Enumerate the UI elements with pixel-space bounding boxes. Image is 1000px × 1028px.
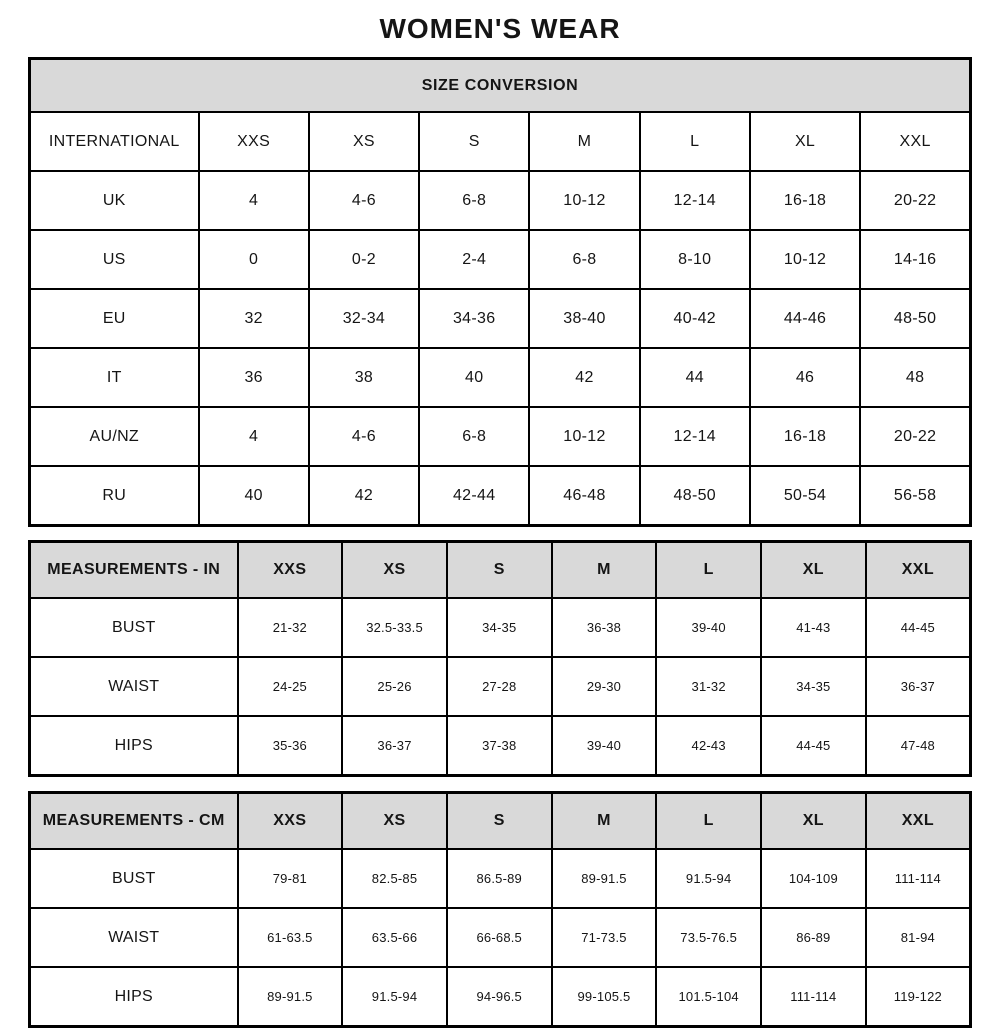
row-label-waist: WAIST [30,908,238,967]
measurement-cell: 111-114 [866,849,971,908]
size-cell: 44-46 [750,289,860,348]
size-cell: 2-4 [419,230,529,289]
measurement-cell: 34-35 [447,598,552,657]
measurement-cell: 39-40 [656,598,761,657]
table-row-bust-in [30,598,971,657]
size-cell: 20-22 [860,407,970,466]
measurement-cell: 86-89 [761,908,866,967]
measurement-cell: 111-114 [761,967,866,1027]
col-header-xl: XL [761,793,866,850]
size-cell: 38 [309,348,419,407]
measurements-cm-title: MEASUREMENTS - CM [30,793,238,850]
measurement-cell: 24-25 [238,657,343,716]
col-header-xxs: XXS [199,112,309,171]
measurement-cell: 71-73.5 [552,908,657,967]
size-cell: 4 [199,407,309,466]
measurement-cell: 94-96.5 [447,967,552,1027]
size-cell: 42 [309,466,419,526]
col-header-l: L [656,542,761,599]
measurement-cell: 34-35 [761,657,866,716]
col-header-l: L [656,793,761,850]
col-header-s: S [447,793,552,850]
size-cell: 12-14 [640,171,750,230]
table-row-ru [30,466,971,526]
size-cell: 48-50 [640,466,750,526]
table-row-uk [30,171,971,230]
table-row-aunz [30,407,971,466]
size-cell: 46-48 [529,466,639,526]
size-cell: 10-12 [529,407,639,466]
col-header-s: S [447,542,552,599]
row-label-it: IT [30,348,199,407]
size-cell: 0-2 [309,230,419,289]
measurement-cell: 27-28 [447,657,552,716]
measurement-cell: 41-43 [761,598,866,657]
measurement-cell: 81-94 [866,908,971,967]
col-header-xl: XL [761,542,866,599]
row-label-aunz: AU/NZ [30,407,199,466]
measurement-cell: 31-32 [656,657,761,716]
col-header-xxl: XXL [866,793,971,850]
row-label-bust: BUST [30,598,238,657]
size-chart-page [28,0,972,1028]
size-cell: 10-12 [750,230,860,289]
row-label-hips: HIPS [30,716,238,776]
measurements-cm-table [28,791,972,1028]
size-cell: 32 [199,289,309,348]
measurement-cell: 42-43 [656,716,761,776]
size-cell: 50-54 [750,466,860,526]
col-header-m: M [529,112,639,171]
col-header-m: M [552,793,657,850]
table-row-hips-cm [30,967,971,1027]
table-row-us [30,230,971,289]
row-label-hips: HIPS [30,967,238,1027]
size-cell: 16-18 [750,171,860,230]
size-cell: 40 [199,466,309,526]
size-cell: 40-42 [640,289,750,348]
size-cell: 6-8 [419,171,529,230]
table-row-waist-cm [30,908,971,967]
measurement-cell: 44-45 [761,716,866,776]
size-cell: 14-16 [860,230,970,289]
size-cell: 16-18 [750,407,860,466]
size-cell: 34-36 [419,289,529,348]
measurement-cell: 86.5-89 [447,849,552,908]
measurement-cell: 25-26 [342,657,447,716]
size-cell: 56-58 [860,466,970,526]
measurement-cell: 91.5-94 [656,849,761,908]
measurement-cell: 36-37 [866,657,971,716]
col-header-xl: XL [750,112,860,171]
size-cell: 44 [640,348,750,407]
measurements-in-title: MEASUREMENTS - IN [30,542,238,599]
col-header-xxl: XXL [866,542,971,599]
row-label-uk: UK [30,171,199,230]
col-header-xxs: XXS [238,793,343,850]
measurement-cell: 35-36 [238,716,343,776]
measurement-cell: 101.5-104 [656,967,761,1027]
measurement-cell: 66-68.5 [447,908,552,967]
size-cell: 38-40 [529,289,639,348]
table-row-hips-in [30,716,971,776]
measurement-cell: 119-122 [866,967,971,1027]
size-cell: 10-12 [529,171,639,230]
size-cell: 20-22 [860,171,970,230]
row-label-waist: WAIST [30,657,238,716]
measurement-cell: 104-109 [761,849,866,908]
size-cell: 48-50 [860,289,970,348]
col-header-xs: XS [342,542,447,599]
measurement-cell: 29-30 [552,657,657,716]
size-cell: 8-10 [640,230,750,289]
measurement-cell: 89-91.5 [552,849,657,908]
size-cell: 0 [199,230,309,289]
measurement-cell: 36-37 [342,716,447,776]
table-row-waist-in [30,657,971,716]
col-header-xxs: XXS [238,542,343,599]
size-cell: 42-44 [419,466,529,526]
measurement-cell: 32.5-33.5 [342,598,447,657]
size-cell: 12-14 [640,407,750,466]
col-header-s: S [419,112,529,171]
size-conversion-header-row [30,59,971,113]
table-row-eu [30,289,971,348]
measurement-cell: 47-48 [866,716,971,776]
size-cell: 36 [199,348,309,407]
col-header-xs: XS [342,793,447,850]
measurement-cell: 39-40 [552,716,657,776]
measurements-in-table [28,540,972,777]
size-cell: 32-34 [309,289,419,348]
measurement-cell: 73.5-76.5 [656,908,761,967]
measurement-cell: 89-91.5 [238,967,343,1027]
size-cell: 46 [750,348,860,407]
measurement-cell: 61-63.5 [238,908,343,967]
measurement-cell: 63.5-66 [342,908,447,967]
measurement-cell: 99-105.5 [552,967,657,1027]
size-conversion-table [28,57,972,527]
size-cell: 6-8 [419,407,529,466]
col-header-xxl: XXL [860,112,970,171]
size-cell: 4 [199,171,309,230]
measurement-cell: 36-38 [552,598,657,657]
measurements-cm-header-row [30,793,971,850]
size-cell: 42 [529,348,639,407]
col-header-m: M [552,542,657,599]
measurement-cell: 82.5-85 [342,849,447,908]
size-cell: 40 [419,348,529,407]
row-label-us: US [30,230,199,289]
measurement-cell: 79-81 [238,849,343,908]
size-conversion-title: SIZE CONVERSION [30,59,971,113]
measurement-cell: 21-32 [238,598,343,657]
table-row-bust-cm [30,849,971,908]
measurement-cell: 91.5-94 [342,967,447,1027]
column-header-row [30,112,971,171]
col-header-international: INTERNATIONAL [30,112,199,171]
measurements-in-header-row [30,542,971,599]
measurement-cell: 44-45 [866,598,971,657]
page-title: WOMEN'S WEAR [379,13,621,44]
row-label-ru: RU [30,466,199,526]
row-label-eu: EU [30,289,199,348]
size-cell: 4-6 [309,407,419,466]
measurement-cell: 37-38 [447,716,552,776]
col-header-l: L [640,112,750,171]
size-cell: 48 [860,348,970,407]
row-label-bust: BUST [30,849,238,908]
size-cell: 6-8 [529,230,639,289]
table-row-it [30,348,971,407]
size-cell: 4-6 [309,171,419,230]
col-header-xs: XS [309,112,419,171]
